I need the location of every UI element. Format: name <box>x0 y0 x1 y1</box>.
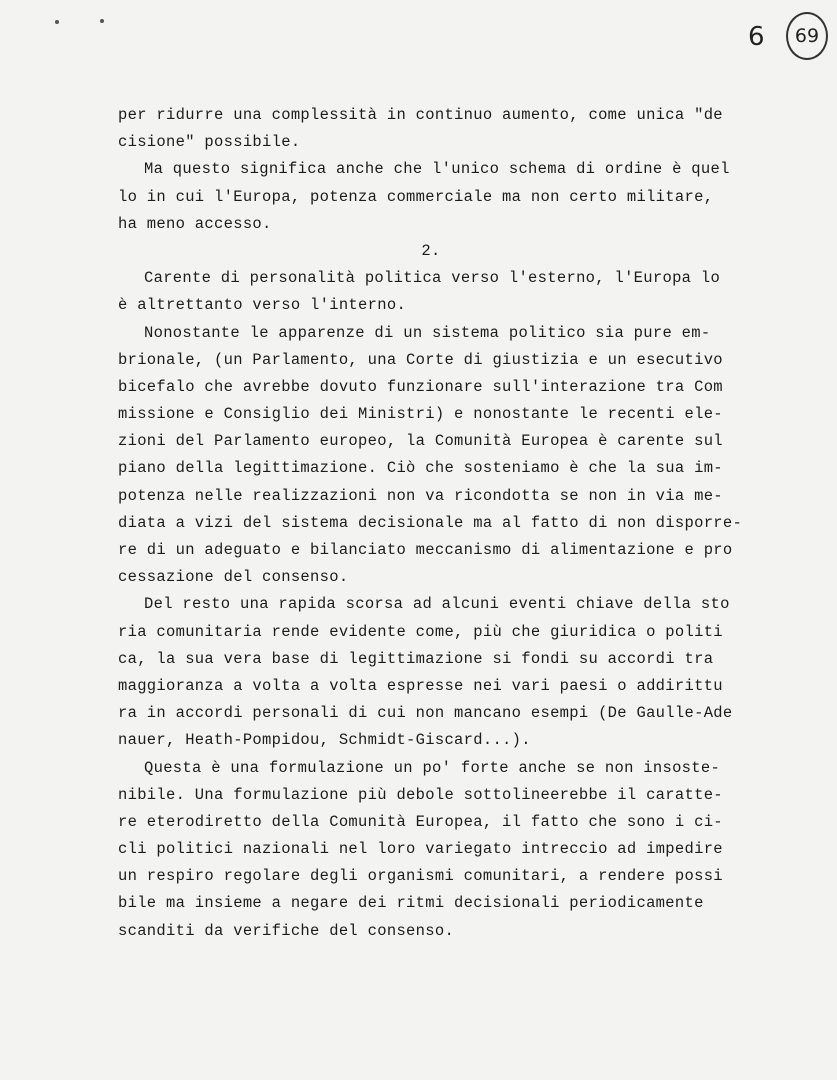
text-line: cisione" possibile. <box>118 133 301 152</box>
scan-speck <box>100 19 104 23</box>
text-line: ria comunitaria rende evidente come, più che giuridica o politi <box>118 622 723 641</box>
typewritten-text <box>118 102 743 945</box>
text-line: Questa è una formulazione un po' forte anche se non insoste- <box>144 758 721 777</box>
text-line: cli politici nazionali nel loro variegato intreccio ad impedire <box>118 840 723 859</box>
text-line: zioni del Parlamento europeo, la Comunità Europea è carente sul <box>118 432 723 451</box>
text-line: ha meno accesso. <box>118 214 272 233</box>
text-line: ra in accordi personali di cui non mancano esempi (De Gaulle-Ade <box>118 704 733 723</box>
text-line: potenza nelle realizzazioni non va ricondotta se non in via me- <box>118 486 723 505</box>
text-line: missione e Consiglio dei Ministri) e nonostante le recenti ele- <box>118 405 723 424</box>
text-line: è altrettanto verso l'interno. <box>118 296 407 315</box>
text-line: scanditi da verifiche del consenso. <box>118 921 455 940</box>
text-line: diata a vizi del sistema decisionale ma al fatto di non disporre- <box>118 513 743 532</box>
section-heading: 2. <box>421 241 441 260</box>
text-line: cessazione del consenso. <box>118 568 349 587</box>
scan-speck <box>55 20 59 24</box>
text-line: maggioranza a volta a volta espresse nei vari paesi o addirittu <box>118 676 723 695</box>
text-line: re eterodiretto della Comunità Europea, il fatto che sono i ci- <box>118 812 723 831</box>
text-line: ca, la sua vera base di legittimazione si fondi su accordi tra <box>118 649 714 668</box>
text-line: bile ma insieme a negare dei ritmi decisionali periodicamente <box>118 894 704 913</box>
text-line: Ma questo significa anche che l'unico schema di ordine è quel <box>144 160 730 179</box>
text-line: bicefalo che avrebbe dovuto funzionare sull'interazione tra Com <box>118 377 723 396</box>
text-line: Del resto una rapida scorsa ad alcuni eventi chiave della sto <box>144 595 730 614</box>
text-line: Nonostante le apparenze di un sistema politico sia pure em- <box>144 323 711 342</box>
text-line: brionale, (un Parlamento, una Corte di giustizia e un esecutivo <box>118 350 723 369</box>
text-line: un respiro regolare degli organismi comunitari, a rendere possi <box>118 867 723 886</box>
archive-number-text: 69 <box>794 25 820 47</box>
text-line: nauer, Heath-Pompidou, Schmidt-Giscard...). <box>118 731 531 750</box>
text-line: per ridurre una complessità in continuo aumento, come unica "de <box>118 106 723 124</box>
text-line: re di un adeguato e bilanciato meccanismo di alimentazione e pro <box>118 541 733 559</box>
text-line: lo in cui l'Europa, potenza commerciale ma non certo militare, <box>118 187 714 206</box>
text-line: Carente di personalità politica verso l'esterno, l'Europa lo <box>144 269 721 288</box>
page-number: 6 <box>748 22 765 52</box>
archive-number-circled <box>786 12 828 60</box>
text-line: piano della legittimazione. Ciò che sosteniamo è che la sua im- <box>118 459 723 478</box>
text-line: nibile. Una formulazione più debole sottolineerebbe il caratte- <box>118 785 723 804</box>
